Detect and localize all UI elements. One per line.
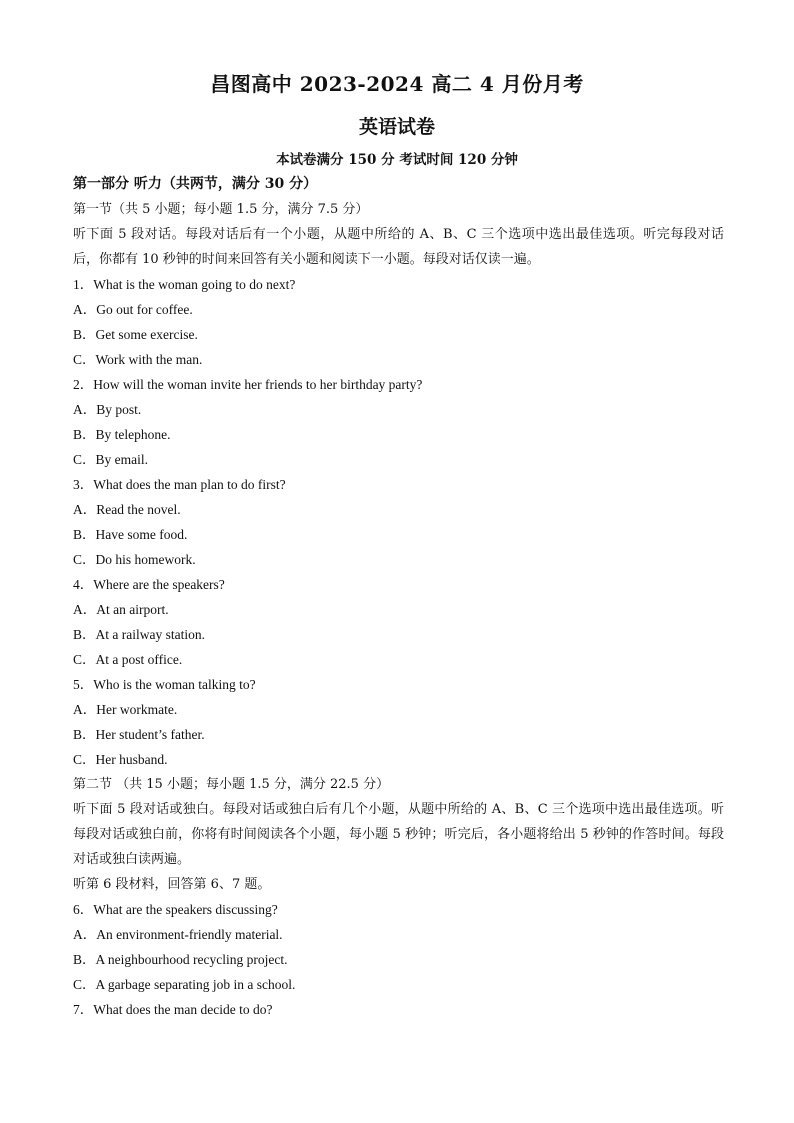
option-1c: C．Work with the man.	[73, 352, 203, 367]
option-1b: B．Get some exercise.	[73, 327, 198, 342]
material-note: 听第 6 段材料，回答第 6、7 题。	[73, 877, 271, 892]
option-3c: C．Do his homework.	[73, 552, 196, 567]
section2-instructions: 听下面 5 段对话或独白。每段对话或独白后有几个小题，从题中所给的 A、B、C 三个选项中选出最佳选项。听每段对话或独白前，你将有时间阅读各个小题，每小题 5 秒钟；听完后，各小题将给出 5 秒钟的作答时间。每段对话或独白读两遍。	[73, 802, 724, 867]
question-4: 4．Where are the speakers?	[73, 577, 225, 592]
question-2: 2．How will the woman invite her friends to her birthday party?	[73, 377, 423, 392]
section2-heading: 第二节 （共 15 小题；每小题 1.5 分，满分 22.5 分）	[73, 777, 390, 792]
option-6a: A．An environment-friendly material.	[73, 927, 283, 942]
option-3b: B．Have some food.	[73, 527, 188, 542]
option-3a: A．Read the novel.	[73, 502, 181, 517]
option-2b: B．By telephone.	[73, 427, 171, 442]
option-6c: C．A garbage separating job in a school.	[73, 977, 296, 992]
question-5: 5．Who is the woman talking to?	[73, 677, 256, 692]
exam-info: 本试卷满分 150 分 考试时间 120 分钟	[276, 152, 518, 168]
option-4c: C．At a post office.	[73, 652, 183, 667]
option-1a: A．Go out for coffee.	[73, 302, 193, 317]
option-5c: C．Her husband.	[73, 752, 168, 767]
option-5b: B．Her student’s father.	[73, 727, 205, 742]
option-4a: A．At an airport.	[73, 602, 169, 617]
exam-body	[73, 172, 724, 1022]
option-6b: B．A neighbourhood recycling project.	[73, 952, 288, 967]
exam-title: 昌图高中 2023-2024 高二 4 月份月考	[210, 72, 584, 96]
section1-instructions: 听下面 5 段对话。每段对话后有一个小题，从题中所给的 A、B、C 三个选项中选出最佳选项。听完每段对话后，你都有 10 秒钟的时间来回答有关小题和阅读下一小题。每段对话仅读一遍。	[73, 227, 724, 267]
option-5a: A．Her workmate.	[73, 702, 178, 717]
exam-subtitle: 英语试卷	[358, 116, 435, 138]
option-4b: B．At a railway station.	[73, 627, 205, 642]
option-2a: A．By post.	[73, 402, 142, 417]
question-7: 7．What does the man decide to do?	[73, 1002, 273, 1017]
question-3: 3．What does the man plan to do first?	[73, 477, 286, 492]
option-2c: C．By email.	[73, 452, 148, 467]
section1-heading: 第一节（共 5 小题；每小题 1.5 分，满分 7.5 分）	[73, 202, 369, 217]
question-6: 6．What are the speakers discussing?	[73, 902, 278, 917]
question-1: 1．What is the woman going to do next?	[73, 277, 296, 292]
part1-heading: 第一部分 听力（共两节，满分 30 分）	[73, 176, 318, 192]
